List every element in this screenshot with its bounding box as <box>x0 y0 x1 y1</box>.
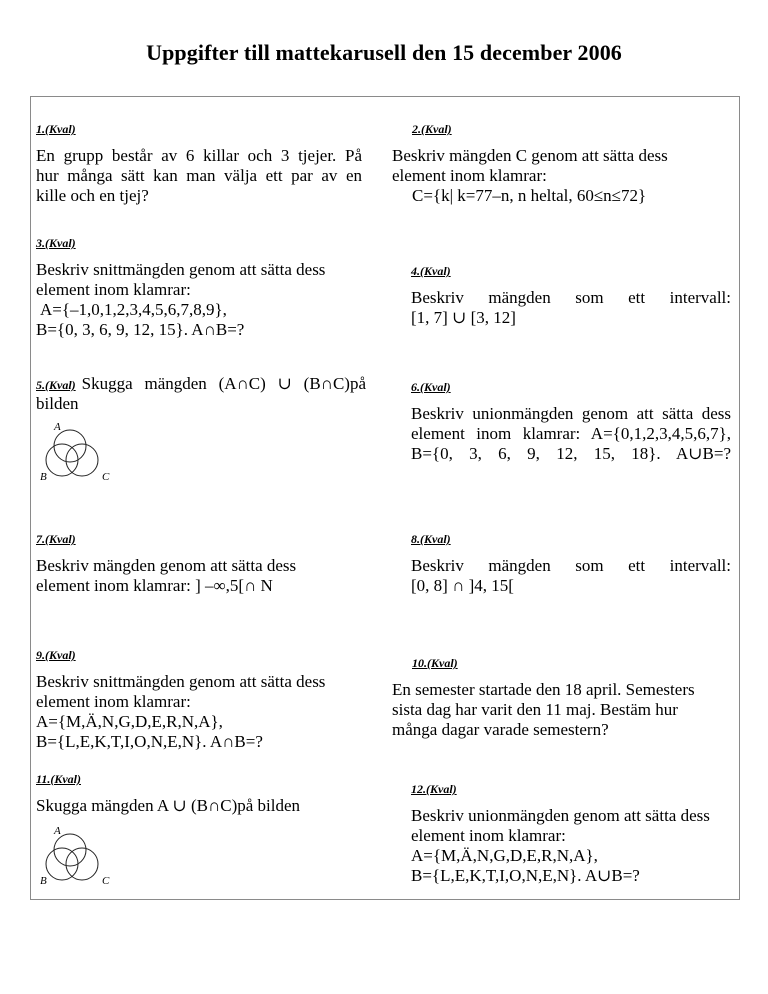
task-1-line-2: hur många sätt kan man välja ett par av en <box>36 166 362 185</box>
task-4 <box>411 264 731 328</box>
task-10 <box>392 656 732 740</box>
task-8-heading: 8.(Kval) <box>411 532 451 546</box>
task-6-line-1: Beskriv unionmängden genom att sätta dess <box>411 404 731 423</box>
venn-label-b: B <box>40 471 47 483</box>
venn-diagram-task-11 <box>38 822 118 888</box>
task-5-line-1: Skugga mängden (A∩C) ∪ (B∩C)på <box>81 374 366 393</box>
task-4-line-1: Beskriv mängden som ett intervall: <box>411 288 731 307</box>
task-3 <box>36 236 366 340</box>
task-11 <box>36 772 366 816</box>
task-2-line-2: element inom klamrar: <box>392 166 547 185</box>
task-5-line-2: bilden <box>36 394 79 413</box>
task-2-line-1: Beskriv mängden C genom att sätta dess <box>392 146 668 165</box>
task-9-line-1: Beskriv snittmängden genom att sätta dess <box>36 672 326 691</box>
task-3-line-1: Beskriv snittmängden genom att sätta dess <box>36 260 326 279</box>
task-11-heading: 11.(Kval) <box>36 772 81 786</box>
task-8-line-2: [0, 8] ∩ ]4, 15[ <box>411 576 514 595</box>
venn-label-a: A <box>54 825 61 837</box>
task-10-heading: 10.(Kval) <box>412 656 458 670</box>
task-3-line-4: B={0, 3, 6, 9, 12, 15}. A∩B=? <box>36 320 245 339</box>
task-12-heading: 12.(Kval) <box>411 782 457 796</box>
task-9-line-3: A={M,Ä,N,G,D,E,R,N,A}, <box>36 712 223 731</box>
task-9-heading: 9.(Kval) <box>36 648 76 662</box>
task-6-line-3: B={0, 3, 6, 9, 12, 15, 18}. A∪B=? <box>411 444 731 463</box>
task-8 <box>411 532 731 596</box>
task-5 <box>36 374 366 414</box>
venn-label-a: A <box>54 421 61 433</box>
task-4-line-2: [1, 7] ∪ [3, 12] <box>411 308 516 327</box>
task-11-line-1: Skugga mängden A ∪ (B∩C)på bilden <box>36 796 301 815</box>
task-12-line-3: A={M,Ä,N,G,D,E,R,N,A}, <box>411 846 598 865</box>
venn-label-b: B <box>40 875 47 887</box>
task-3-line-3: A={–1,0,1,2,3,4,5,6,7,8,9}, <box>40 300 227 319</box>
task-9 <box>36 648 366 752</box>
task-3-heading: 3.(Kval) <box>36 236 76 250</box>
task-7 <box>36 532 366 596</box>
task-9-line-2: element inom klamrar: <box>36 692 191 711</box>
task-1-line-1: En grupp består av 6 killar och 3 tjejer. På <box>36 146 362 165</box>
task-10-line-3: många dagar varade semestern? <box>392 720 609 739</box>
task-2-line-3: C={k| k=77–n, n heltal, 60≤n≤72} <box>412 186 647 205</box>
task-1-line-3: kille och en tjej? <box>36 186 149 205</box>
task-12-line-2: element inom klamrar: <box>411 826 566 845</box>
venn-circle-c <box>66 444 98 476</box>
task-5-heading: 5.(Kval) <box>36 378 76 392</box>
venn-label-c: C <box>102 875 110 887</box>
task-8-line-1: Beskriv mängden som ett intervall: <box>411 556 731 575</box>
task-2 <box>392 122 732 206</box>
task-4-heading: 4.(Kval) <box>411 264 451 278</box>
task-6-heading: 6.(Kval) <box>411 380 451 394</box>
task-10-line-1: En semester startade den 18 april. Semesters <box>392 680 695 699</box>
task-6-line-2: element inom klamrar: A={0,1,2,3,4,5,6,7}, <box>411 424 731 443</box>
venn-diagram-task-5 <box>38 418 118 484</box>
task-6 <box>411 380 731 464</box>
venn-circle-c <box>66 848 98 880</box>
task-7-line-1: Beskriv mängden genom att sätta dess <box>36 556 297 575</box>
venn-label-c: C <box>102 471 110 483</box>
task-12-line-1: Beskriv unionmängden genom att sätta dess <box>411 806 710 825</box>
task-7-line-2: element inom klamrar: ] –∞,5[∩ N <box>36 576 273 595</box>
task-1 <box>36 122 362 206</box>
task-10-line-2: sista dag har varit den 11 maj. Bestäm hur <box>392 700 678 719</box>
page-title: Uppgifter till mattekarusell den 15 december 2006 <box>146 40 622 65</box>
task-12-line-4: B={L,E,K,T,I,O,N,E,N}. A∪B=? <box>411 866 640 885</box>
task-2-heading: 2.(Kval) <box>412 122 452 136</box>
task-7-heading: 7.(Kval) <box>36 532 76 546</box>
task-12 <box>411 782 731 886</box>
task-1-heading: 1.(Kval) <box>36 122 76 136</box>
task-9-line-4: B={L,E,K,T,I,O,N,E,N}. A∩B=? <box>36 732 263 751</box>
task-3-line-2: element inom klamrar: <box>36 280 191 299</box>
